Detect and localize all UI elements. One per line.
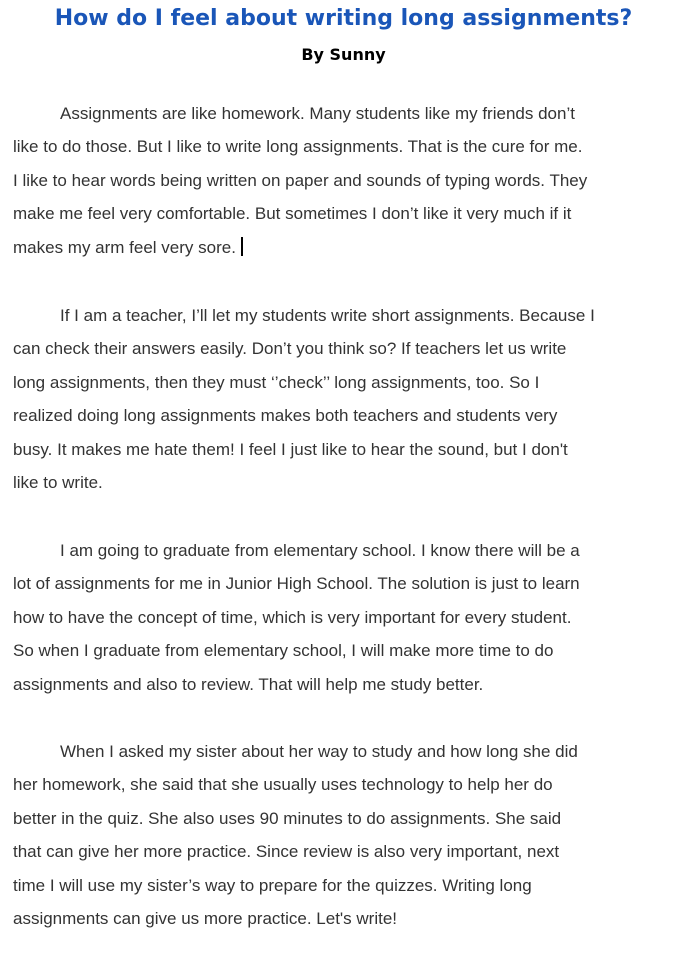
paragraph-line: how to have the concept of time, which is very important for every student.	[13, 607, 572, 627]
paragraph-line: can check their answers easily. Don’t you think so? If teachers let us write	[13, 339, 567, 359]
paragraph-line: Assignments are like homework. Many students like my friends don’t	[60, 104, 575, 123]
text-cursor	[241, 237, 243, 256]
paragraph-line: busy. It makes me hate them! I feel I just like to hear the sound, but I don't	[13, 439, 568, 459]
paragraph-line: assignments and also to review. That will help me study better.	[13, 674, 484, 694]
paragraph-line: long assignments, then they must ‘’check’’ long assignments, too. So I	[13, 372, 540, 392]
paragraph-1[interactable]	[13, 97, 675, 264]
paragraph-line: I like to hear words being written on paper and sounds of typing words. They	[13, 170, 588, 190]
paragraph-line: make me feel very comfortable. But sometimes I don’t like it very much if it	[13, 204, 572, 224]
paragraph-line: that can give her more practice. Since review is also very important, next	[13, 842, 560, 862]
paragraph-3[interactable]	[13, 534, 675, 701]
paragraph-line: When I asked my sister about her way to study and how long she did	[60, 742, 578, 761]
paragraph-4[interactable]	[13, 735, 675, 935]
paragraph-line: realized doing long assignments makes both teachers and students very	[13, 406, 558, 426]
paragraph-line: like to write.	[13, 472, 103, 492]
paragraph-line: time I will use my sister’s way to prepare for the quizzes. Writing long	[13, 875, 532, 895]
paragraph-line: I am going to graduate from elementary school. I know there will be a	[60, 541, 580, 560]
paragraph-line: If I am a teacher, I’ll let my students write short assignments. Because I	[60, 306, 595, 325]
paragraph-2[interactable]	[13, 299, 675, 499]
paragraph-line: her homework, she said that she usually uses technology to help her do	[13, 775, 553, 795]
paragraph-line: So when I graduate from elementary school, I will make more time to do	[13, 641, 554, 661]
paragraph-line: better in the quiz. She also uses 90 minutes to do assignments. She said	[13, 808, 562, 828]
paragraph-line: lot of assignments for me in Junior High School. The solution is just to learn	[13, 574, 580, 594]
paragraph-line: assignments can give us more practice. Let's write!	[13, 908, 398, 928]
author-byline: By Sunny	[301, 45, 386, 64]
document-title: How do I feel about writing long assignments?	[54, 6, 633, 31]
paragraph-line: like to do those. But I like to write long assignments. That is the cure for me.	[13, 137, 583, 157]
paragraph-line-text: makes my arm feel very sore.	[13, 237, 236, 257]
paragraph-line-with-cursor	[13, 231, 675, 264]
